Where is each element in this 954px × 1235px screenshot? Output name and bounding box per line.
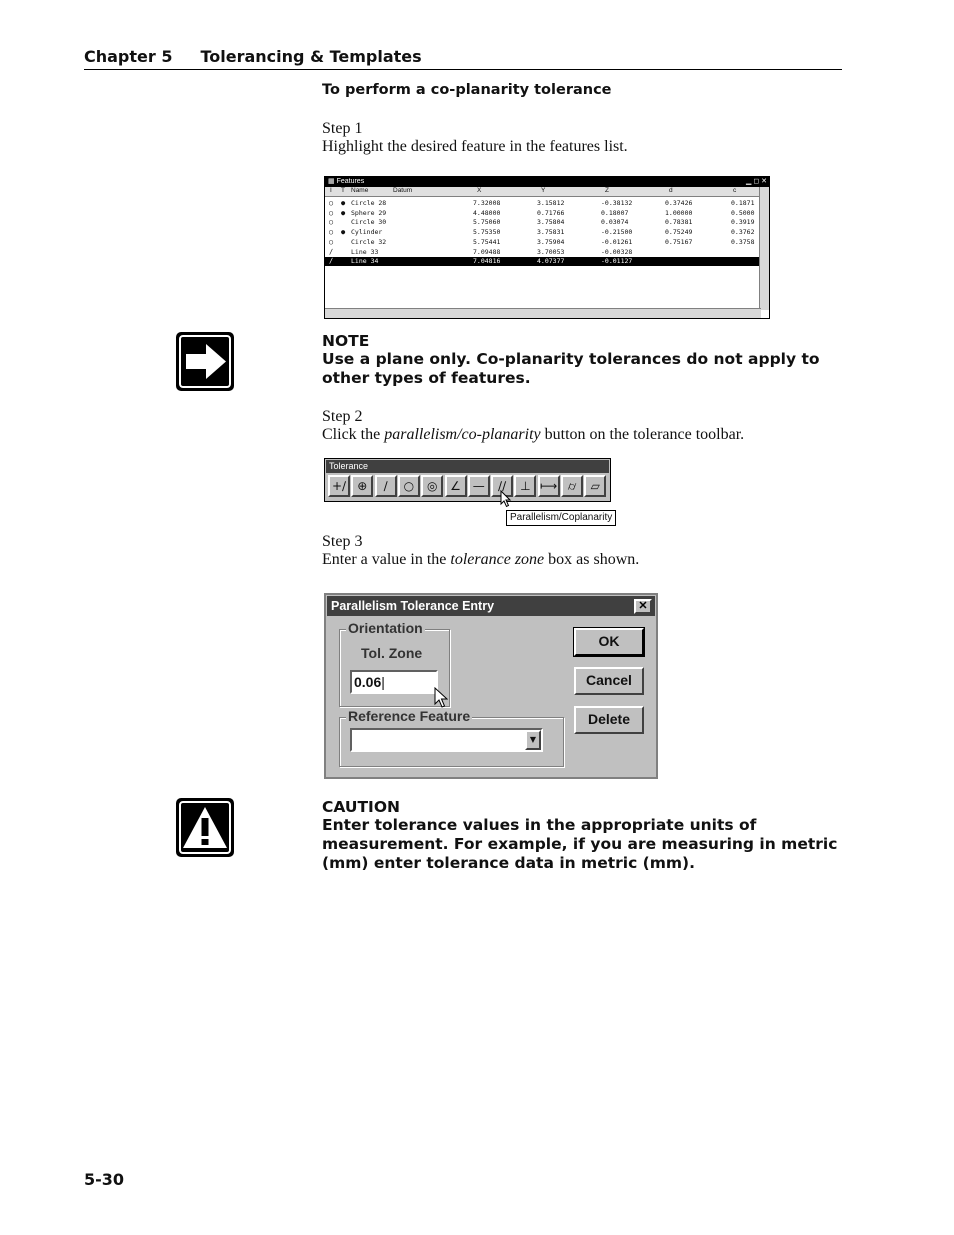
features-titlebar [325, 177, 769, 187]
cell-d: 0.78381 [665, 218, 693, 227]
circle-feature-icon: ○ [329, 199, 334, 207]
cell-y: 4.07377 [537, 257, 565, 266]
step3-text: Enter a value in the tolerance zone box as shown. [322, 551, 640, 568]
col-header-x[interactable]: X [477, 187, 482, 194]
cell-z: -0.01127 [601, 257, 633, 266]
cell-x: 4.48000 [473, 208, 501, 217]
circle-feature-icon: ○ [329, 208, 334, 217]
cell-z: -0.21500 [601, 228, 633, 237]
reference-feature-label: Reference Feature [348, 708, 471, 724]
minimize-icon[interactable]: ▁ [746, 178, 752, 185]
perpendicularity-tolerance-button[interactable] [514, 475, 536, 497]
step1-label: Step 1 [322, 120, 363, 137]
cell-c: 0.3762 [731, 228, 755, 237]
procedure-heading: To perform a co-planarity tolerance [322, 82, 612, 98]
step3 [322, 533, 639, 569]
table-row[interactable] [325, 209, 761, 218]
cell-y: 3.75904 [537, 237, 565, 246]
dropdown-arrow-icon[interactable]: ▼ [525, 730, 541, 750]
caution-title: CAUTION [322, 798, 400, 816]
+/--tolerance-button[interactable] [328, 475, 350, 497]
profile-icon: ⟼ [540, 479, 558, 493]
straightness-icon: ∕ [383, 479, 388, 493]
cell-name: Circle 32 [351, 237, 387, 246]
+/--icon: +∕ [331, 479, 347, 493]
circle-feature-icon: ○ [329, 228, 334, 237]
cell-z: -0.01261 [601, 237, 633, 246]
running-header [84, 47, 422, 66]
line-feature-icon: ∕ [329, 257, 334, 266]
caution-text: Enter tolerance values in the appropriate units of measurement. For example, if you are measuring in metric (mm) enter tolerance data in metric (mm). [322, 816, 838, 872]
col-header-datum[interactable]: Datum [393, 187, 413, 194]
table-row[interactable] [325, 199, 761, 208]
close-icon[interactable]: ✕ [761, 178, 767, 185]
datum-marker-icon: ● [341, 208, 346, 217]
cell-x: 5.75441 [473, 237, 501, 246]
parallelogram-tolerance-button[interactable] [584, 475, 606, 497]
orientation-label: Orientation [348, 620, 423, 636]
features-column-headers [325, 187, 761, 197]
cell-name: Circle 28 [351, 199, 387, 207]
position-tolerance-button[interactable] [351, 475, 373, 497]
note-text: Use a plane only. Co-planarity tolerances do not apply to other types of features. [322, 350, 820, 387]
step1 [322, 120, 628, 156]
perpendicularity-icon: ⊥ [520, 479, 531, 493]
page-number: 5-30 [84, 1170, 125, 1189]
cell-c: 0.3919 [731, 218, 755, 227]
close-icon: ✕ [638, 600, 648, 612]
step3-label: Step 3 [322, 533, 363, 550]
cell-y: 0.71766 [537, 208, 565, 217]
cell-y: 3.75831 [537, 228, 565, 237]
step1-text: Highlight the desired feature in the features list. [322, 138, 628, 155]
step2 [322, 408, 744, 444]
cell-name: Line 33 [351, 247, 379, 256]
tooltip: Parallelism/Coplanarity [506, 510, 616, 526]
note-block [322, 332, 847, 388]
line-feature-icon: ∕ [329, 247, 334, 256]
cell-x: 7.04816 [473, 257, 501, 266]
vertical-scrollbar[interactable] [759, 187, 769, 310]
angularity-tolerance-button[interactable] [445, 475, 467, 497]
header-rule [84, 69, 842, 70]
table-row[interactable] [325, 248, 761, 257]
window-controls[interactable] [746, 177, 767, 187]
cell-x: 7.32008 [473, 199, 501, 207]
cell-c: 0.1871 [731, 199, 755, 207]
step2-emphasis: parallelism/co-planarity [384, 426, 541, 443]
cell-z: -0.38132 [601, 199, 633, 207]
dialog-close-button[interactable] [634, 599, 652, 614]
cylindricity-icon: ⌭ [567, 479, 577, 493]
cell-d: 0.37426 [665, 199, 693, 207]
col-header-c[interactable]: c [733, 187, 737, 194]
profile-tolerance-button[interactable] [538, 475, 560, 497]
cell-z: 0.03074 [601, 218, 629, 227]
maximize-icon[interactable]: ◻ [753, 178, 760, 185]
cell-name: Line 34 [351, 257, 379, 266]
tol-zone-input[interactable]: 0.06| [350, 670, 438, 694]
cell-name: Circle 30 [351, 218, 387, 227]
cell-c: 0.5000 [731, 208, 755, 217]
step2-text: Click the parallelism/co-planarity button on the tolerance toolbar. [322, 426, 745, 443]
features-window [324, 176, 770, 319]
col-header-name[interactable]: Name [351, 187, 369, 194]
cell-d: 1.00000 [665, 208, 693, 217]
cylindricity-tolerance-button[interactable] [561, 475, 583, 497]
caution-warning-icon [176, 798, 234, 857]
cell-z: 0.18007 [601, 208, 629, 217]
table-row[interactable] [325, 228, 761, 237]
tolerance-toolbar-title: Tolerance [326, 460, 609, 473]
flatness-tolerance-button[interactable] [468, 475, 490, 497]
concentricity-tolerance-button[interactable] [421, 475, 443, 497]
cell-x: 7.09488 [473, 247, 501, 256]
note-arrow-icon [176, 332, 234, 391]
col-header-i[interactable]: I [330, 187, 332, 194]
datum-marker-icon: ● [341, 228, 346, 237]
concentricity-icon: ◎ [426, 479, 438, 493]
ok-button[interactable]: OK [574, 628, 644, 656]
flatness-icon: — [472, 479, 485, 493]
mouse-cursor-icon [500, 490, 512, 512]
dialog-title: Parallelism Tolerance Entry [331, 599, 495, 613]
section-title: Tolerancing & Templates [200, 47, 422, 66]
parallelism-icon: ∕∕ [498, 479, 507, 493]
table-row[interactable] [325, 257, 761, 266]
cell-d: 0.75249 [665, 228, 693, 237]
cell-d: 0.75167 [665, 237, 693, 246]
col-header-t[interactable]: T [341, 187, 345, 194]
tol-zone-label: Tol. Zone [361, 645, 423, 661]
table-row[interactable] [325, 218, 761, 227]
col-header-d[interactable]: d [669, 187, 673, 194]
parallelism-dialog [324, 593, 658, 779]
note-title: NOTE [322, 332, 370, 350]
table-row[interactable] [325, 238, 761, 247]
step3-emphasis: tolerance zone [450, 551, 545, 568]
datum-marker-icon: ● [341, 199, 346, 207]
tolerance-toolbar [324, 458, 611, 502]
horizontal-scrollbar[interactable] [325, 308, 761, 318]
cell-c: 0.3758 [731, 237, 755, 246]
dialog-titlebar [327, 596, 655, 616]
straightness-tolerance-button[interactable] [375, 475, 397, 497]
text-caret: | [381, 674, 385, 690]
cell-y: 3.70053 [537, 247, 565, 256]
angularity-icon: ∠ [450, 479, 461, 493]
reference-feature-select[interactable] [350, 728, 543, 752]
cell-name: Sphere 29 [351, 208, 387, 217]
cell-y: 3.15812 [537, 199, 565, 207]
cell-y: 3.75804 [537, 218, 565, 227]
cell-x: 5.75060 [473, 218, 501, 227]
circularity-icon: ○ [403, 479, 415, 493]
caution-block [322, 798, 850, 873]
circle-feature-icon: ○ [329, 237, 334, 246]
col-header-y[interactable]: Y [541, 187, 546, 194]
col-header-z[interactable]: Z [605, 187, 609, 194]
circle-feature-icon: ○ [329, 218, 334, 227]
cell-name: Cylinder [351, 228, 383, 237]
cancel-button[interactable]: Cancel [574, 667, 644, 695]
cell-x: 5.75350 [473, 228, 501, 237]
parallelogram-icon: ▱ [590, 479, 600, 493]
step2-label: Step 2 [322, 408, 363, 425]
chapter-label: Chapter 5 [84, 47, 173, 66]
delete-button[interactable]: Delete [574, 706, 644, 734]
circularity-tolerance-button[interactable] [398, 475, 420, 497]
features-app-icon: ▦ [328, 178, 335, 185]
position-icon: ⊕ [357, 479, 368, 493]
cell-z: -0.00328 [601, 247, 633, 256]
features-title: Features [336, 178, 365, 185]
